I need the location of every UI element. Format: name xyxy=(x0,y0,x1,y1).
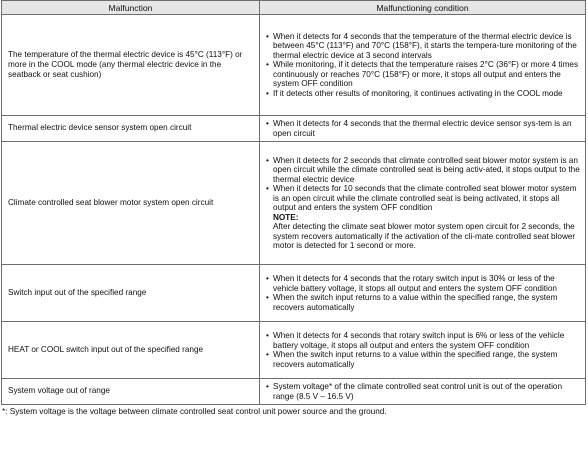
condition-item: • While monitoring, if it detects that the temperature raises 2°C (36°F) or more 4 times continuously or reaches 70°C (158°F) or more, it stops all output and enters the system OFF condition xyxy=(264,60,581,89)
malfunction-cell: Climate controlled seat blower motor system open circuit xyxy=(2,142,260,265)
condition-cell xyxy=(260,142,586,265)
condition-item: • When it detects for 10 seconds that the climate controlled seat blower motor system is an open circuit while the climate controlled seat is being activated, it stops all output and enters the system OFF condition xyxy=(264,184,581,213)
table-row xyxy=(2,15,586,116)
condition-item: • When it detects for 4 seconds that the thermal electric device sensor sys-tem is an open circuit xyxy=(264,119,581,138)
table-row xyxy=(2,116,586,142)
malfunction-table xyxy=(1,0,586,405)
condition-cell xyxy=(260,322,586,379)
condition-item: • When it detects for 4 seconds that the rotary switch input is 30% or less of the vehicle battery voltage, it stops all output and enters the system OFF condition xyxy=(264,274,581,293)
footnote: *: System voltage is the voltage between climate controlled seat control unit power source and the ground. xyxy=(2,407,387,416)
condition-cell xyxy=(260,265,586,322)
malfunction-cell: HEAT or COOL switch input out of the specified range xyxy=(2,322,260,379)
condition-cell xyxy=(260,379,586,405)
condition-list xyxy=(264,119,581,138)
malfunction-cell: The temperature of the thermal electric device is 45°C (113°F) or more in the COOL mode (any thermal electric device in the seatback or seat cushion) xyxy=(2,15,260,116)
condition-cell xyxy=(260,15,586,116)
header-malfunction: Malfunction xyxy=(2,1,260,15)
condition-item: • When it detects for 2 seconds that climate controlled seat blower motor system is an open circuit while the climate controlled seat is being activ-ated, it stops output to the thermal electric device xyxy=(264,156,581,185)
condition-item: • When it detects for 4 seconds that the temperature of the thermal electric device is between 45°C (113°F) and 70°C (158°F), it starts the tempera-ture monitoring of the thermal electric device at 3 second intervals xyxy=(264,32,581,61)
table-row xyxy=(2,322,586,379)
table-header-row xyxy=(2,1,586,15)
condition-cell xyxy=(260,116,586,142)
condition-item: • If it detects other results of monitoring, it continues activating in the COOL mode xyxy=(264,89,581,99)
malfunction-cell: System voltage out of range xyxy=(2,379,260,405)
condition-list xyxy=(264,274,581,312)
condition-list xyxy=(264,331,581,369)
table-row xyxy=(2,142,586,265)
malfunction-cell: Thermal electric device sensor system open circuit xyxy=(2,116,260,142)
condition-item: • When the switch input returns to a value within the specified range, the system recovers automatically xyxy=(264,293,581,312)
note-heading: NOTE: xyxy=(273,212,299,222)
malfunction-cell: Switch input out of the specified range xyxy=(2,265,260,322)
condition-list xyxy=(264,382,581,401)
condition-list xyxy=(264,32,581,99)
header-malfunctioning-condition: Malfunctioning condition xyxy=(260,1,586,15)
condition-item: • System voltage* of the climate controlled seat control unit is out of the operation range (8.5 V – 16.5 V) xyxy=(264,382,581,401)
condition-item: • When it detects for 4 seconds that rotary switch input is 6% or less of the vehicle battery voltage, it stops all output and enters the system OFF condition xyxy=(264,331,581,350)
condition-list xyxy=(264,156,581,213)
document-sheet xyxy=(1,0,585,417)
table-row xyxy=(2,265,586,322)
table-row xyxy=(2,379,586,405)
condition-item: • When the switch input returns to a value within the specified range, the system recovers automatically xyxy=(264,350,581,369)
note-text: After detecting the climate seat blower motor system open circuit for 2 seconds, the system recovers automatically if the activation of the cli-mate controlled seat blower motor is detected for 1 second or more. xyxy=(273,222,576,250)
